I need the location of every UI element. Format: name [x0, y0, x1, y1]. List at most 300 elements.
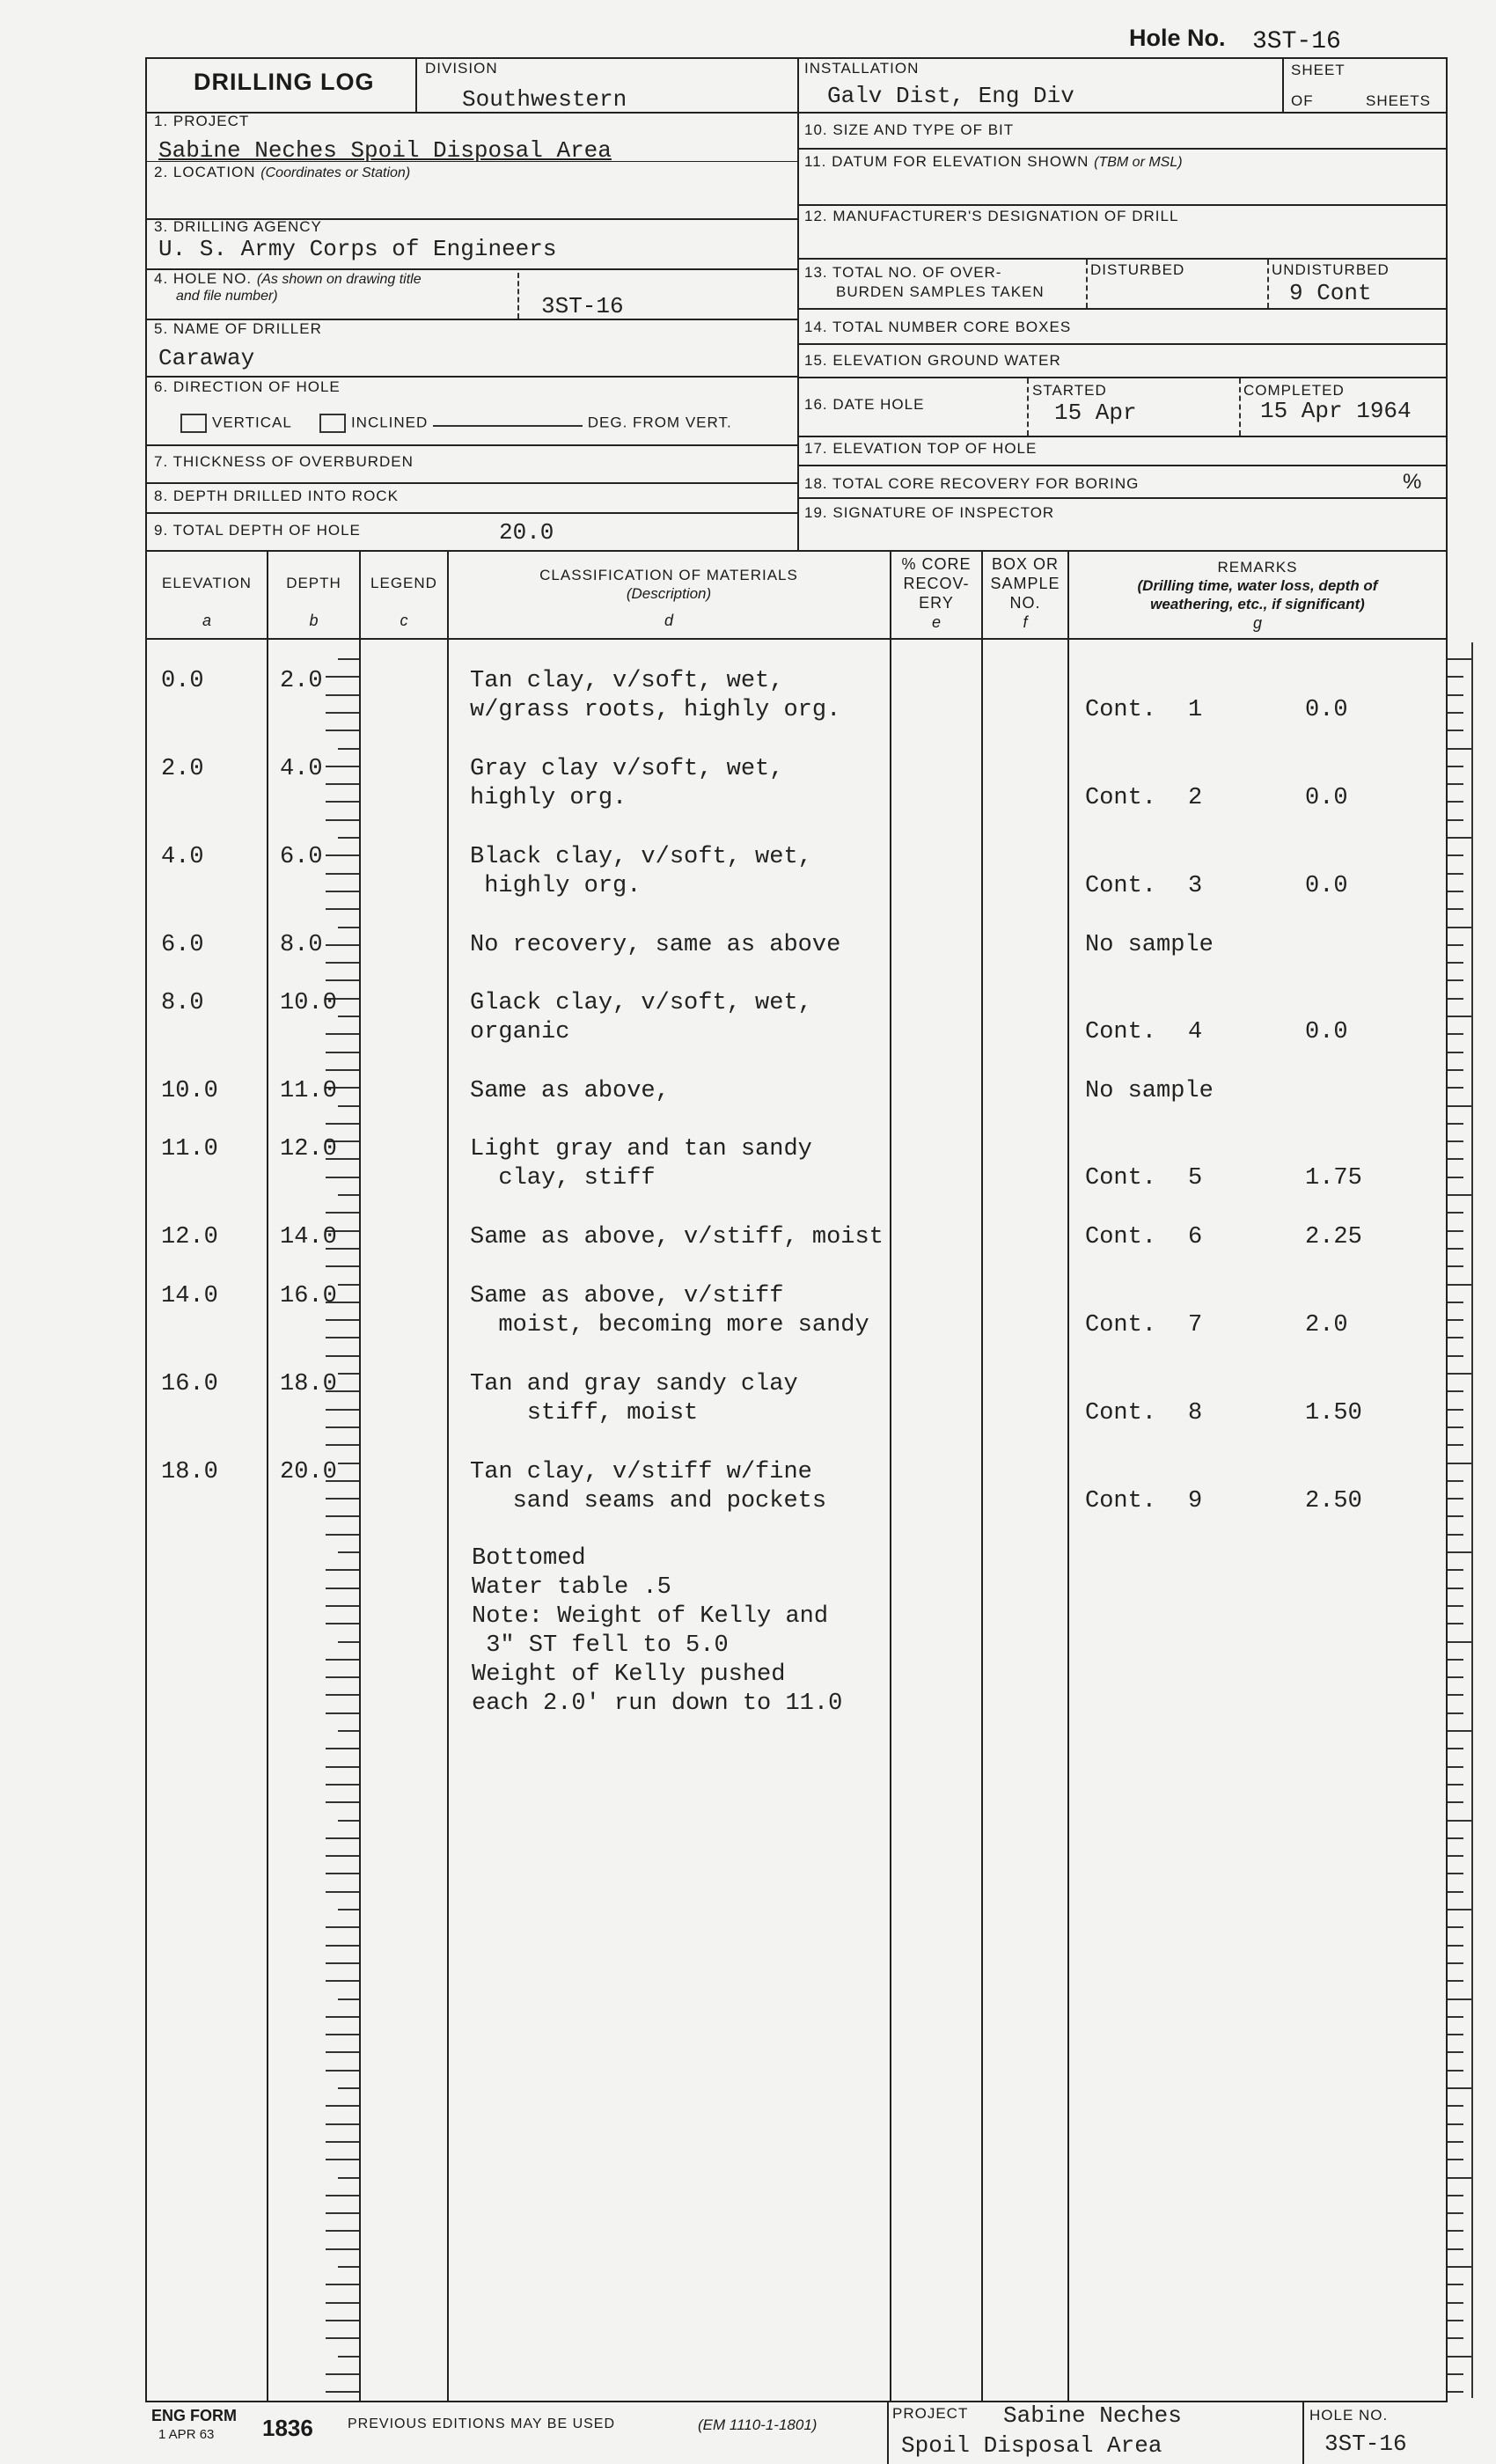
margin-tick	[1448, 1480, 1463, 1482]
margin-tick	[1448, 2123, 1463, 2125]
row-elevation: 6.0	[161, 932, 204, 958]
margin-tick	[1448, 1998, 1472, 2000]
row-remark-cont: Cont.	[1085, 785, 1157, 811]
core-boxes-label: 14. TOTAL NUMBER CORE BOXES	[804, 319, 1072, 335]
margin-tick	[1448, 1265, 1463, 1267]
project-label: 1. PROJECT	[154, 113, 250, 129]
col-elevation: ELEVATION	[162, 575, 252, 591]
row-depth: 20.0	[280, 1459, 337, 1485]
row-description: Tan clay, v/soft, wet, w/grass roots, highly org.	[470, 668, 841, 723]
row-depth: 11.0	[280, 1078, 337, 1104]
margin-tick	[1448, 1623, 1463, 1624]
margin-tick	[1448, 2051, 1463, 2053]
depth-tick	[338, 2266, 359, 2268]
col-box-sub: f	[1023, 613, 1028, 631]
row-remark-value: 2.25	[1305, 1224, 1362, 1250]
depth-tick	[326, 1409, 359, 1411]
col-core: % CORE RECOV- ERY	[901, 555, 972, 612]
depth-tick	[326, 1069, 359, 1071]
margin-tick	[1448, 1694, 1463, 1696]
depth-tick	[326, 873, 359, 875]
margin-tick	[1448, 2016, 1463, 2018]
depth-tick	[338, 1730, 359, 1732]
depth-tick	[326, 1426, 359, 1428]
margin-tick	[1448, 944, 1463, 946]
margin-tick	[1448, 1659, 1463, 1661]
margin-tick	[1448, 1820, 1472, 1822]
margin-tick	[1448, 1784, 1463, 1786]
project-value[interactable]: Sabine Neches Spoil Disposal Area	[158, 137, 612, 164]
row-depth: 2.0	[280, 668, 323, 694]
depth-tick	[326, 819, 359, 821]
depth-tick	[326, 2391, 359, 2393]
margin-tick	[1448, 1230, 1463, 1232]
vertical-label: VERTICAL	[212, 414, 292, 431]
col-depth-sub: b	[309, 612, 319, 629]
depth-tick	[326, 676, 359, 678]
depth-tick	[338, 2177, 359, 2179]
depth-tick	[338, 1284, 359, 1286]
row-description: Tan and gray sandy clay stiff, moist	[470, 1371, 798, 1426]
hole-no-label: Hole No.	[1129, 25, 1226, 51]
drilling-agency-value[interactable]: U. S. Army Corps of Engineers	[158, 236, 557, 262]
depth-tick	[326, 2051, 359, 2053]
row-remark-cont: Cont.	[1085, 697, 1157, 723]
margin-tick	[1448, 801, 1463, 803]
margin-tick	[1448, 1177, 1463, 1178]
hole-no-field: 4. HOLE NO. (As shown on drawing title	[154, 270, 422, 287]
depth-tick	[326, 1177, 359, 1178]
margin-tick	[1448, 1248, 1463, 1250]
row-remark-cont: Cont.	[1085, 1488, 1157, 1514]
row-remark-value: 2.0	[1305, 1312, 1348, 1338]
margin-tick	[1448, 1355, 1463, 1357]
row-elevation: 8.0	[161, 990, 204, 1016]
row-remark-value: 0.0	[1305, 785, 1348, 811]
em-reference: (EM 1110-1-1801)	[698, 2416, 818, 2433]
depth-tick	[326, 2302, 359, 2304]
margin-tick	[1448, 1891, 1463, 1893]
depth-tick	[326, 2212, 359, 2214]
depth-tick	[326, 1801, 359, 1803]
margin-tick	[1448, 1087, 1463, 1089]
depth-tick	[326, 783, 359, 785]
started-value[interactable]: 15 Apr	[1054, 400, 1137, 426]
inclined-degrees-field[interactable]	[433, 425, 583, 427]
depth-tick	[326, 1588, 359, 1589]
depth-tick	[326, 1766, 359, 1768]
depth-tick	[338, 2356, 359, 2358]
margin-tick	[1448, 1284, 1472, 1286]
division-value[interactable]: Southwestern	[462, 86, 627, 113]
margin-tick	[1448, 2087, 1472, 2089]
row-remark: No sample	[1085, 932, 1214, 958]
row-description: Black clay, v/soft, wet, highly org.	[470, 844, 812, 899]
row-remark-number: 8	[1188, 1400, 1203, 1426]
direction-options	[180, 414, 732, 433]
margin-tick	[1448, 1962, 1463, 1964]
row-remark-cont: Cont.	[1085, 873, 1157, 899]
row-remark-number: 6	[1188, 1224, 1203, 1250]
overburden-label: 7. THICKNESS OF OVERBURDEN	[154, 453, 414, 470]
row-description: Gray clay v/soft, wet, highly org.	[470, 756, 784, 811]
margin-tick	[1448, 2141, 1463, 2143]
depth-tick	[326, 2373, 359, 2375]
margin-tick	[1448, 1069, 1463, 1071]
margin-tick	[1448, 766, 1463, 767]
depth-tick	[326, 694, 359, 696]
margin-tick	[1448, 1926, 1463, 1928]
row-elevation: 14.0	[161, 1283, 218, 1309]
driller-value[interactable]: Caraway	[158, 345, 255, 371]
deg-label: DEG. FROM VERT.	[587, 414, 732, 431]
margin-tick	[1448, 1105, 1472, 1107]
margin-tick	[1448, 1016, 1472, 1017]
margin-tick	[1448, 676, 1463, 678]
eng-form-date: 1 APR 63	[158, 2427, 215, 2442]
depth-tick	[338, 1373, 359, 1375]
margin-tick	[1448, 2248, 1463, 2250]
margin-tick	[1448, 1980, 1463, 1982]
row-elevation: 2.0	[161, 756, 204, 782]
row-remark-cont: Cont.	[1085, 1312, 1157, 1338]
row-description: Tan clay, v/stiff w/fine sand seams and pockets	[470, 1459, 827, 1514]
col-depth: DEPTH	[286, 575, 341, 591]
margin-tick	[1448, 1426, 1463, 1428]
margin-tick	[1448, 962, 1463, 964]
date-hole-label: 16. DATE HOLE	[804, 396, 925, 413]
depth-tick	[326, 1676, 359, 1678]
depth-tick	[326, 1891, 359, 1893]
margin-tick	[1448, 1212, 1463, 1214]
margin-tick	[1448, 1641, 1472, 1643]
margin-tick	[1448, 1837, 1463, 1839]
samples-label-2: BURDEN SAMPLES TAKEN	[836, 283, 1045, 300]
margin-tick	[1448, 1766, 1463, 1768]
row-description: Same as above, v/stiff moist, becoming more sandy	[470, 1283, 869, 1338]
col-remarks: REMARKS	[1217, 559, 1298, 576]
row-remark-value: 1.75	[1305, 1165, 1362, 1192]
completed-label: COMPLETED	[1243, 382, 1345, 399]
depth-tick	[326, 1659, 359, 1661]
row-remark-number: 7	[1188, 1312, 1203, 1338]
depth-tick	[326, 962, 359, 964]
depth-tick	[326, 1212, 359, 1214]
depth-tick	[326, 2016, 359, 2018]
undisturbed-label: UNDISTURBED	[1272, 261, 1390, 278]
margin-tick	[1448, 2391, 1463, 2393]
depth-tick	[326, 2337, 359, 2339]
margin-tick	[1448, 1052, 1463, 1053]
disturbed-label: DISTURBED	[1090, 261, 1185, 278]
row-elevation: 4.0	[161, 844, 204, 870]
inclined-label: INCLINED	[350, 414, 429, 431]
margin-tick	[1448, 2320, 1463, 2321]
row-depth: 6.0	[280, 844, 323, 870]
depth-tick	[326, 2105, 359, 2107]
row-remark-number: 2	[1188, 785, 1203, 811]
margin-tick	[1448, 1569, 1463, 1571]
vertical-checkbox[interactable]	[180, 414, 207, 433]
margin-tick	[1448, 783, 1463, 785]
depth-tick	[326, 1515, 359, 1517]
margin-tick	[1448, 998, 1463, 1000]
depth-tick	[338, 1105, 359, 1107]
margin-tick	[1448, 2302, 1463, 2304]
depth-tick	[326, 712, 359, 714]
margin-tick	[1448, 2070, 1463, 2072]
margin-tick	[1448, 2159, 1463, 2160]
margin-tick	[1448, 1801, 1463, 1803]
row-elevation: 0.0	[161, 668, 204, 694]
margin-tick	[1448, 2177, 1472, 2179]
footer-project-label: PROJECT	[892, 2405, 969, 2422]
depth-tick	[338, 1551, 359, 1553]
col-classification-note: (Description)	[626, 585, 712, 602]
depth-tick	[326, 1319, 359, 1321]
hole-no-value: 3ST-16	[1252, 28, 1341, 55]
row-remark-value: 0.0	[1305, 697, 1348, 723]
depth-tick	[326, 1873, 359, 1874]
started-label: STARTED	[1032, 382, 1107, 399]
col-core-sub: e	[931, 613, 941, 631]
rock-depth-label: 8. DEPTH DRILLED INTO ROCK	[154, 488, 399, 504]
core-recovery-unit: %	[1403, 470, 1422, 494]
bit-label: 10. SIZE AND TYPE OF BIT	[804, 121, 1015, 138]
margin-tick	[1448, 908, 1463, 910]
margin-tick	[1448, 1463, 1472, 1464]
installation-value[interactable]: Galv Dist, Eng Div	[827, 83, 1074, 109]
row-depth: 18.0	[280, 1371, 337, 1397]
col-legend: LEGEND	[370, 575, 437, 591]
row-remark-cont: Cont.	[1085, 1400, 1157, 1426]
margin-tick	[1448, 2105, 1463, 2107]
driller-label: 5. NAME OF DRILLER	[154, 320, 322, 337]
samples-label-1: 13. TOTAL NO. OF OVER-	[804, 264, 1002, 281]
installation-label: INSTALLATION	[804, 60, 920, 77]
margin-tick	[1448, 1712, 1463, 1714]
depth-tick	[326, 2284, 359, 2285]
depth-tick	[326, 1623, 359, 1624]
depth-tick	[338, 837, 359, 839]
depth-tick	[338, 1016, 359, 1017]
depth-tick	[338, 1909, 359, 1910]
row-description: Glack clay, v/soft, wet, organic	[470, 990, 812, 1045]
depth-tick	[326, 2123, 359, 2125]
margin-tick	[1448, 1748, 1463, 1749]
depth-tick	[326, 1265, 359, 1267]
row-depth: 14.0	[280, 1224, 337, 1250]
margin-tick	[1448, 891, 1463, 892]
direction-label: 6. DIRECTION OF HOLE	[154, 378, 341, 395]
depth-tick	[326, 1694, 359, 1696]
margin-tick	[1448, 1515, 1463, 1517]
row-remark-cont: Cont.	[1085, 1224, 1157, 1250]
col-remarks-note-2: weathering, etc., if significant)	[1150, 596, 1365, 612]
margin-tick	[1448, 854, 1463, 856]
row-remark-number: 1	[1188, 697, 1203, 723]
margin-tick	[1448, 2284, 1463, 2285]
total-depth-value[interactable]: 20.0	[499, 519, 554, 546]
margin-tick	[1448, 2212, 1463, 2214]
row-remark-number: 4	[1188, 1019, 1203, 1045]
depth-tick	[326, 891, 359, 892]
margin-tick	[1448, 837, 1472, 839]
margin-tick	[1448, 1551, 1472, 1553]
depth-tick	[326, 766, 359, 767]
margin-tick	[1448, 1588, 1463, 1589]
margin-tick	[1448, 1498, 1463, 1500]
depth-tick	[338, 927, 359, 928]
eng-form-label: ENG FORM	[151, 2407, 237, 2424]
margin-tick	[1448, 1140, 1463, 1142]
footer-hole-value: 3ST-16	[1324, 2431, 1407, 2457]
location-label: 2. LOCATION (Coordinates or Station)	[154, 164, 411, 180]
row-elevation: 18.0	[161, 1459, 218, 1485]
depth-tick	[326, 2070, 359, 2072]
hole-no-note: and file number)	[176, 289, 278, 304]
margin-tick	[1448, 1319, 1463, 1321]
row-elevation: 10.0	[161, 1078, 218, 1104]
footer-hole-label: HOLE NO.	[1309, 2407, 1389, 2424]
col-box: BOX OR SAMPLE NO.	[990, 555, 1060, 612]
margin-tick	[1448, 819, 1463, 821]
depth-tick	[326, 979, 359, 981]
depth-tick	[326, 1569, 359, 1571]
depth-tick	[338, 1463, 359, 1464]
row-remark-cont: Cont.	[1085, 1019, 1157, 1045]
depth-tick	[326, 908, 359, 910]
depth-tick	[326, 944, 359, 946]
depth-tick	[326, 1962, 359, 1964]
col-legend-sub: c	[400, 612, 408, 629]
margin-tick	[1448, 2195, 1463, 2196]
depth-tick	[326, 1033, 359, 1035]
depth-tick	[326, 2034, 359, 2035]
row-remark-number: 3	[1188, 873, 1203, 899]
depth-tick	[326, 1784, 359, 1786]
drilling-agency-label: 3. DRILLING AGENCY	[154, 218, 322, 235]
completed-value[interactable]: 15 Apr 1964	[1260, 398, 1412, 424]
margin-scale-line	[1471, 642, 1473, 2398]
depth-tick	[338, 1641, 359, 1643]
margin-tick	[1448, 1730, 1472, 1732]
margin-tick	[1448, 1409, 1463, 1411]
division-label: DIVISION	[425, 60, 498, 77]
depth-tick	[326, 2248, 359, 2250]
depth-tick	[326, 1337, 359, 1338]
depth-tick	[326, 1605, 359, 1607]
depth-tick	[326, 1534, 359, 1536]
row-remark-number: 9	[1188, 1488, 1203, 1514]
margin-tick	[1448, 712, 1463, 714]
depth-tick	[326, 1123, 359, 1125]
datum-label: 11. DATUM FOR ELEVATION SHOWN (TBM or MSL)	[804, 153, 1183, 170]
margin-tick	[1448, 694, 1463, 696]
row-depth: 16.0	[280, 1283, 337, 1309]
sheet-of-label: OF	[1291, 92, 1314, 109]
sheet-label: SHEET	[1291, 62, 1346, 78]
depth-tick	[326, 854, 359, 856]
elevation-top-label: 17. ELEVATION TOP OF HOLE	[804, 440, 1038, 457]
depth-tick	[326, 1855, 359, 1857]
margin-tick	[1448, 1390, 1463, 1392]
margin-tick	[1448, 1123, 1463, 1125]
depth-tick	[326, 801, 359, 803]
margin-tick	[1448, 1033, 1463, 1035]
depth-tick	[338, 1998, 359, 2000]
depth-tick	[326, 1837, 359, 1839]
col-remarks-note-1: (Drilling time, water loss, depth of	[1137, 577, 1378, 594]
margin-tick	[1448, 1302, 1463, 1303]
row-remark-cont: Cont.	[1085, 1165, 1157, 1192]
undisturbed-value[interactable]: 9 Cont	[1289, 280, 1372, 306]
margin-tick	[1448, 1373, 1472, 1375]
eng-form-number: 1836	[262, 2415, 313, 2441]
previous-editions: PREVIOUS EDITIONS MAY BE USED	[348, 2416, 616, 2431]
margin-tick	[1448, 1444, 1463, 1446]
margin-tick	[1448, 2373, 1463, 2375]
inclined-checkbox[interactable]	[319, 414, 346, 433]
depth-tick	[338, 658, 359, 660]
margin-tick	[1448, 1337, 1463, 1338]
depth-tick	[326, 1926, 359, 1928]
margin-tick	[1448, 658, 1472, 660]
core-recovery-label: 18. TOTAL CORE RECOVERY FOR BORING	[804, 475, 1140, 492]
depth-tick	[326, 1498, 359, 1500]
row-remark: No sample	[1085, 1078, 1214, 1104]
row-depth: 4.0	[280, 756, 323, 782]
margin-tick	[1448, 1873, 1463, 1874]
bottom-notes: Bottomed Water table .5 Note: Weight of Kelly and 3" ST fell to 5.0 Weight of Kelly pushed each 2.0' run down to 11.0	[472, 1545, 843, 1717]
row-remark-value: 1.50	[1305, 1400, 1362, 1426]
margin-tick	[1448, 730, 1463, 731]
margin-tick	[1448, 927, 1472, 928]
col-classification: CLASSIFICATION OF MATERIALS	[539, 567, 798, 583]
margin-tick	[1448, 748, 1472, 750]
hole-no-field-value[interactable]: 3ST-16	[541, 293, 624, 319]
footer-project-value-1: Sabine Neches	[1003, 2402, 1182, 2429]
depth-tick	[326, 2159, 359, 2160]
row-remark-value: 0.0	[1305, 873, 1348, 899]
depth-tick	[326, 2230, 359, 2232]
drill-designation-label: 12. MANUFACTURER'S DESIGNATION OF DRILL	[804, 208, 1179, 224]
depth-tick	[326, 2195, 359, 2196]
row-depth: 12.0	[280, 1136, 337, 1162]
depth-tick	[338, 1194, 359, 1196]
depth-tick	[326, 730, 359, 731]
inspector-label: 19. SIGNATURE OF INSPECTOR	[804, 504, 1055, 521]
total-depth-label: 9. TOTAL DEPTH OF HOLE	[154, 522, 361, 539]
row-remark-number: 5	[1188, 1165, 1203, 1192]
row-elevation: 16.0	[161, 1371, 218, 1397]
depth-tick	[326, 2141, 359, 2143]
row-depth: 10.0	[280, 990, 337, 1016]
footer-project-value-2: Spoil Disposal Area	[901, 2432, 1162, 2459]
row-description: Same as above,	[470, 1078, 670, 1104]
depth-tick	[326, 1355, 359, 1357]
row-remark-value: 0.0	[1305, 1019, 1348, 1045]
depth-tick	[326, 1748, 359, 1749]
row-description: No recovery, same as above	[470, 932, 841, 958]
row-elevation: 12.0	[161, 1224, 218, 1250]
depth-tick	[326, 1712, 359, 1714]
margin-tick	[1448, 1605, 1463, 1607]
depth-tick	[326, 1444, 359, 1446]
depth-tick	[338, 748, 359, 750]
row-elevation: 11.0	[161, 1136, 218, 1162]
form-title: DRILLING LOG	[194, 69, 375, 95]
